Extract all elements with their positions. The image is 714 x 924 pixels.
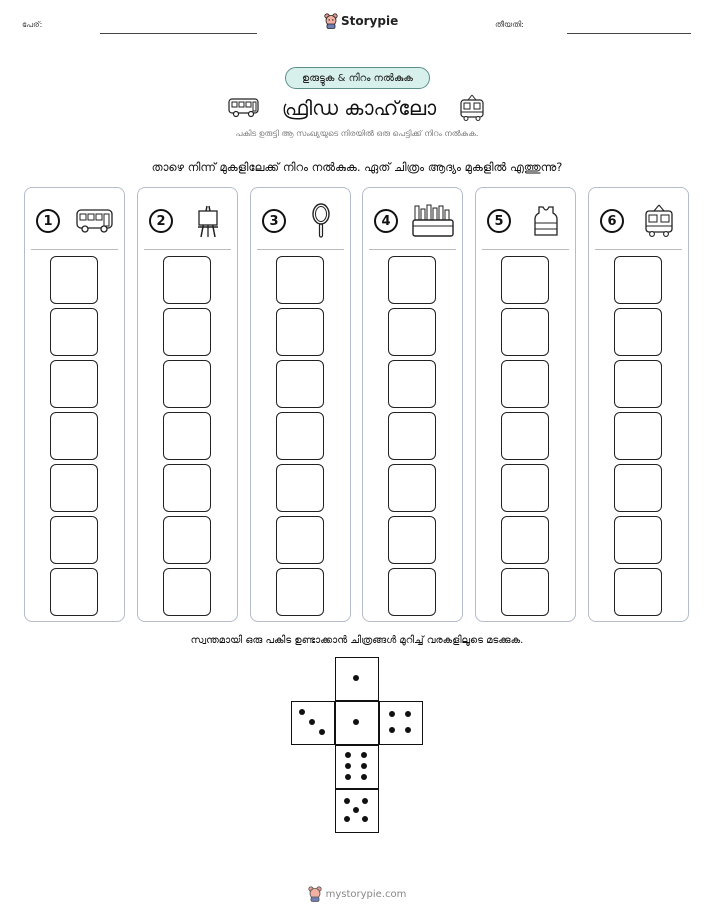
- color-box[interactable]: [276, 516, 324, 564]
- color-box[interactable]: [388, 516, 436, 564]
- color-box[interactable]: [163, 464, 211, 512]
- date-line[interactable]: [567, 33, 691, 34]
- color-box[interactable]: [163, 256, 211, 304]
- bus-icon: [75, 207, 115, 235]
- column-number: 1: [36, 209, 60, 233]
- color-box[interactable]: [276, 568, 324, 616]
- date-label: തീയതി:: [495, 20, 524, 29]
- color-box[interactable]: [388, 308, 436, 356]
- color-box[interactable]: [501, 360, 549, 408]
- color-box[interactable]: [501, 412, 549, 460]
- tram-icon: [458, 94, 486, 122]
- color-box[interactable]: [388, 464, 436, 512]
- column-number: 3: [262, 209, 286, 233]
- dice-face-3: [291, 701, 335, 745]
- dice-face-4: [379, 701, 423, 745]
- color-box[interactable]: [163, 308, 211, 356]
- column-1: [24, 187, 125, 622]
- dice-face-1: [335, 657, 379, 701]
- column-number: 4: [374, 209, 398, 233]
- column-number: 2: [149, 209, 173, 233]
- color-box[interactable]: [276, 464, 324, 512]
- color-box[interactable]: [388, 568, 436, 616]
- color-box[interactable]: [501, 568, 549, 616]
- dice-face-1: [335, 701, 379, 745]
- color-box[interactable]: [614, 308, 662, 356]
- question: താഴെ നിന്ന് മുകളിലേക്ക് നിറം നൽകുക. ഏത് ചിത്രം ആദ്യം മുകളിൽ എത്തുന്നു?: [151, 160, 563, 174]
- color-box[interactable]: [388, 412, 436, 460]
- brand-name: Storypie: [341, 14, 399, 28]
- column-number: 5: [487, 209, 511, 233]
- color-box[interactable]: [50, 568, 98, 616]
- color-box[interactable]: [163, 568, 211, 616]
- color-box[interactable]: [50, 464, 98, 512]
- dice-face-5: [335, 789, 379, 833]
- column-6: [588, 187, 689, 622]
- activity-badge: ഉരുട്ടുക & നിറം നൽകുക: [285, 67, 430, 89]
- title-row: [0, 93, 714, 123]
- easel-icon: [193, 203, 223, 239]
- bear-icon: [308, 886, 322, 902]
- color-box[interactable]: [501, 464, 549, 512]
- column-number: 6: [600, 209, 624, 233]
- color-box[interactable]: [50, 360, 98, 408]
- color-box[interactable]: [614, 464, 662, 512]
- color-box[interactable]: [614, 568, 662, 616]
- color-box[interactable]: [614, 516, 662, 564]
- column-5: [475, 187, 576, 622]
- color-box[interactable]: [614, 412, 662, 460]
- column-2: [137, 187, 238, 622]
- color-box[interactable]: [50, 412, 98, 460]
- color-box[interactable]: [276, 360, 324, 408]
- subtitle: പകിട ഉരുട്ടി ആ സംഖ്യയുടെ നിരയിൽ ഒരു പെട്ടിക്ക് നിറം നൽകുക.: [235, 129, 479, 138]
- color-box[interactable]: [163, 412, 211, 460]
- color-box[interactable]: [50, 516, 98, 564]
- color-box[interactable]: [276, 412, 324, 460]
- name-label: പേര്:: [22, 20, 43, 29]
- color-box[interactable]: [276, 308, 324, 356]
- footer: [0, 886, 714, 902]
- name-line[interactable]: [100, 33, 257, 34]
- dice-face-6: [335, 745, 379, 789]
- color-box[interactable]: [50, 308, 98, 356]
- page-title: ഫ്രിഡ കാഹ്‌ലോ: [281, 96, 437, 120]
- color-box[interactable]: [614, 360, 662, 408]
- paint-box-icon: [412, 204, 454, 238]
- bus-icon: [228, 97, 260, 119]
- column-3: [250, 187, 351, 622]
- color-box[interactable]: [614, 256, 662, 304]
- color-box[interactable]: [276, 256, 324, 304]
- brand-logo: [324, 13, 398, 29]
- tank-top-icon: [532, 205, 560, 237]
- tram-icon: [643, 204, 675, 238]
- dice-instruction: സ്വന്തമായി ഒരു പകിട ഉണ്ടാക്കാൻ ചിത്രങ്ങൾ മുറിച്ച് വരകളിലൂടെ മടക്കുക.: [190, 635, 524, 646]
- color-box[interactable]: [388, 360, 436, 408]
- color-box[interactable]: [50, 256, 98, 304]
- color-box[interactable]: [501, 516, 549, 564]
- hand-mirror-icon: [309, 203, 333, 239]
- color-box[interactable]: [501, 308, 549, 356]
- color-box[interactable]: [163, 360, 211, 408]
- color-box[interactable]: [501, 256, 549, 304]
- color-box[interactable]: [163, 516, 211, 564]
- color-box[interactable]: [388, 256, 436, 304]
- footer-url[interactable]: mystorypie.com: [325, 888, 407, 900]
- column-4: [362, 187, 463, 622]
- bear-icon: [324, 13, 338, 29]
